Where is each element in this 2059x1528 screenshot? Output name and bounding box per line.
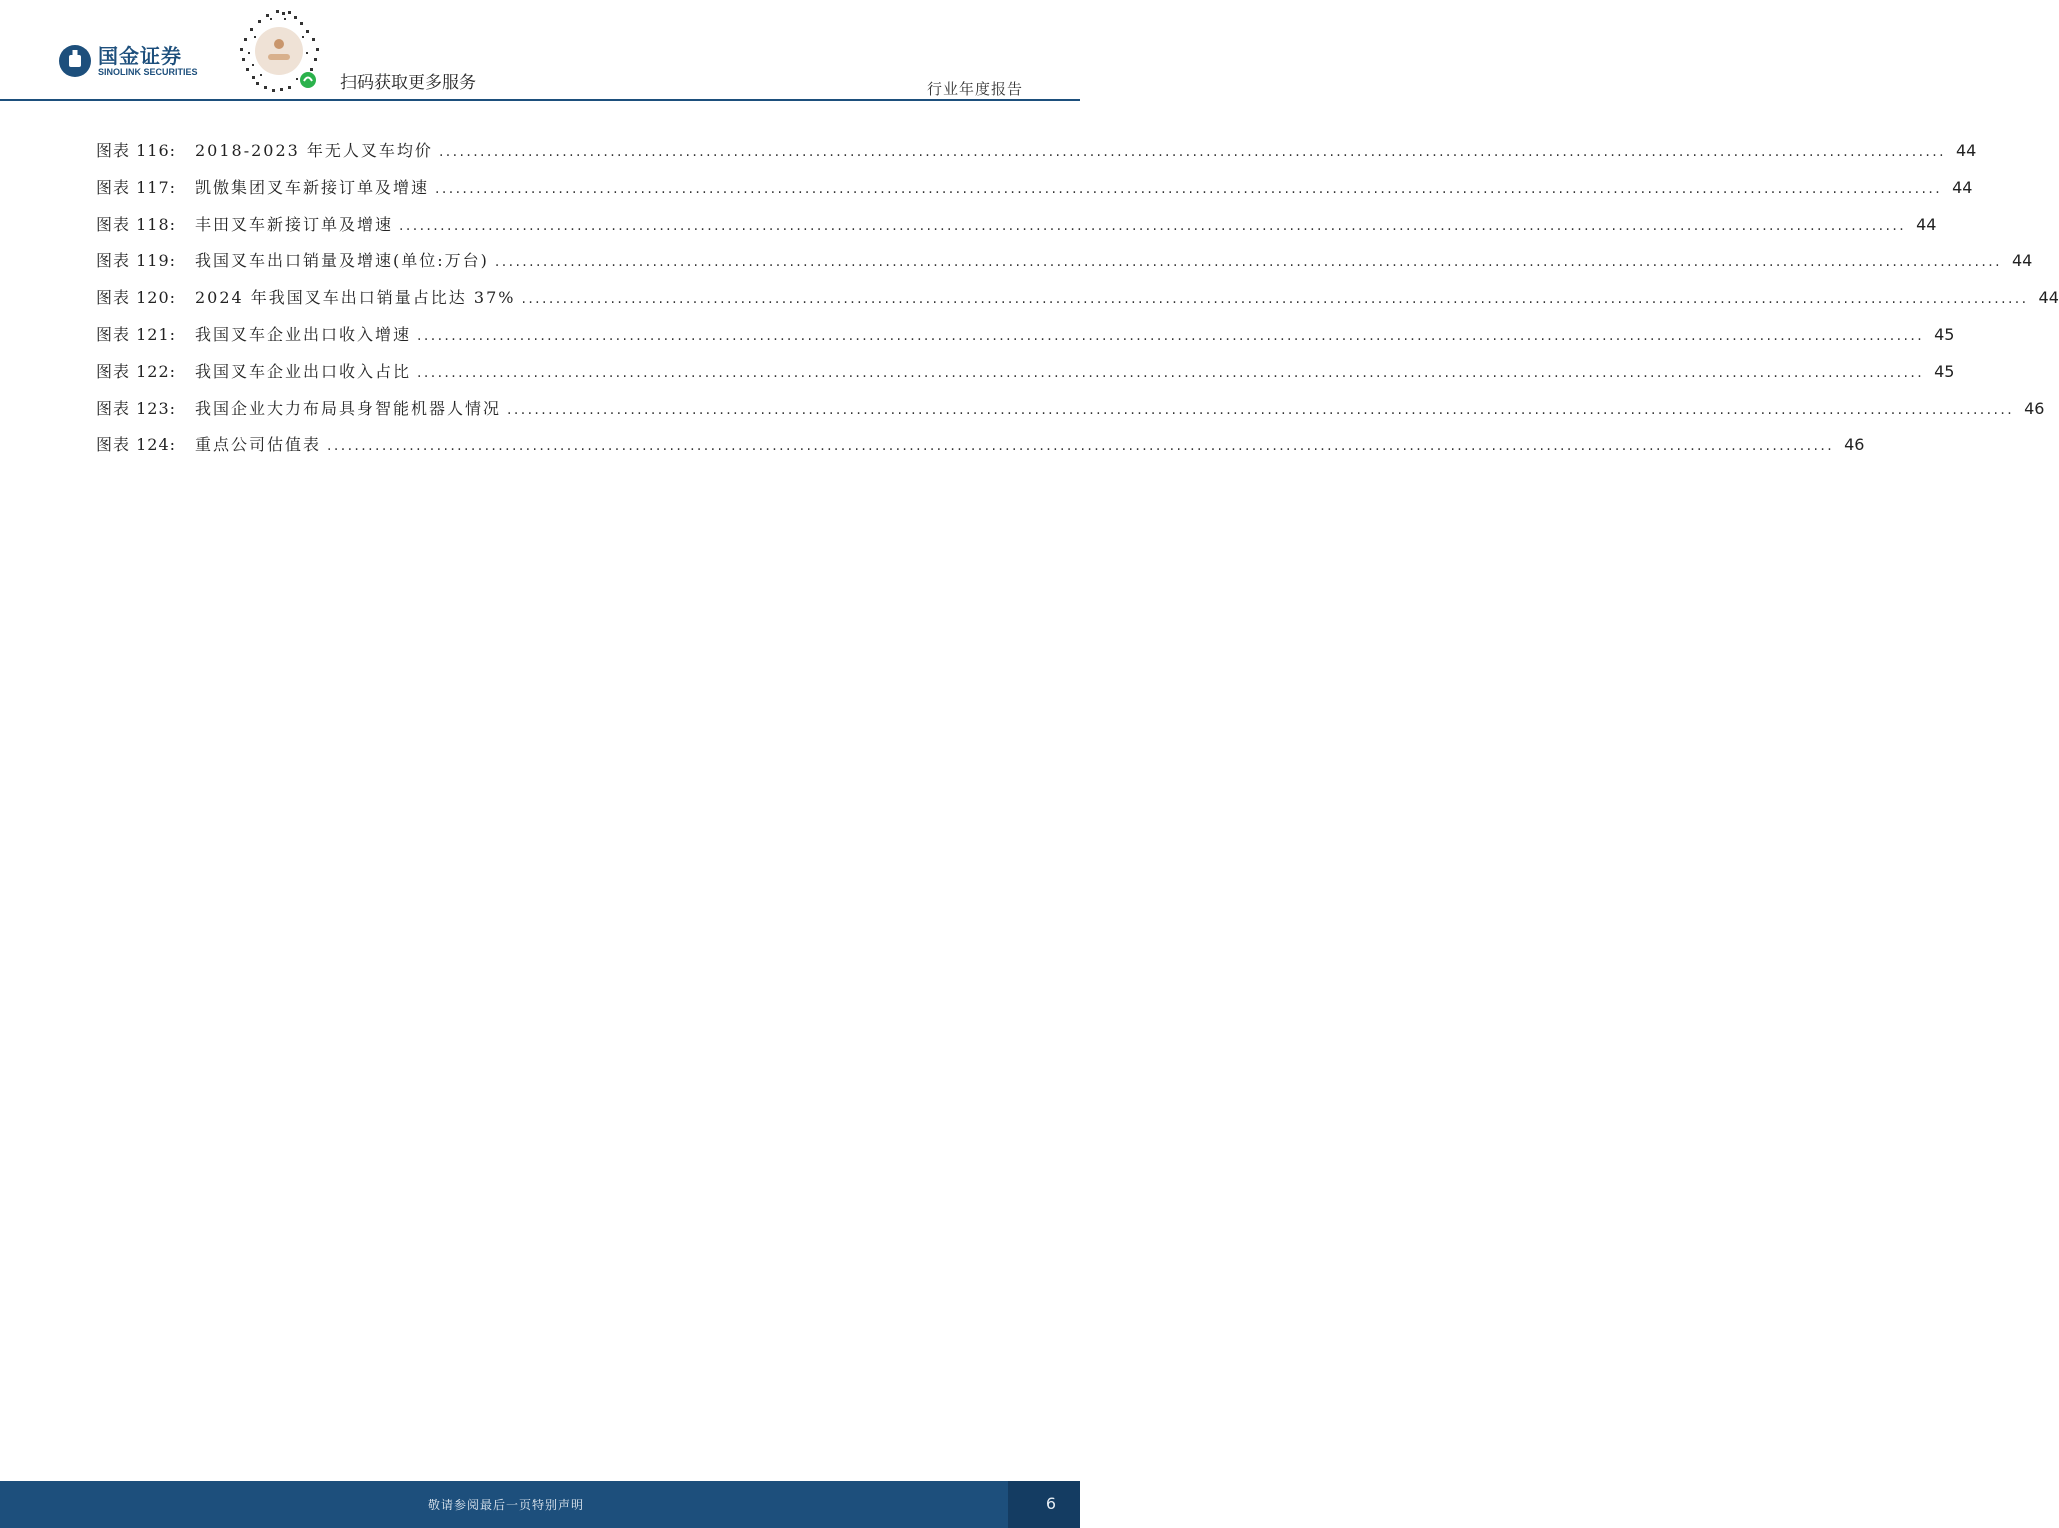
- toc-entry-page: 44: [2038, 288, 2059, 308]
- table-of-figures: [96, 138, 2059, 469]
- brand-name-cn: 国金证券: [98, 43, 182, 68]
- toc-leader-dots: ............................................................................................................................................................................................................................: [438, 144, 1946, 160]
- toc-entry-page: 45: [1934, 361, 1955, 381]
- toc-leader-dots: ............................................................................................................................................................................................................................: [417, 327, 1925, 344]
- header-divider: [0, 99, 1080, 101]
- toc-entry-label: 图表 124:: [96, 435, 177, 455]
- toc-entry-page: 46: [1844, 435, 1865, 455]
- toc-leader-dots: ............................................................................................................................................................................................................................: [399, 217, 1907, 234]
- page-footer: [0, 1481, 1080, 1528]
- brand-name-en: SINOLINK SECURITIES: [98, 66, 198, 77]
- toc-entry-label: 图表 123:: [96, 398, 177, 418]
- toc-entry[interactable]: [96, 138, 1977, 175]
- toc-entry-title: 重点公司估值表: [195, 435, 322, 455]
- toc-leader-dots: ............................................................................................................................................................................................................................: [507, 401, 2015, 418]
- toc-entry-title: 我国企业大力布局具身智能机器人情况: [195, 398, 502, 418]
- toc-entry-title: 我国叉车出口销量及增速(单位:万台): [195, 251, 489, 271]
- toc-entry-page: 44: [1952, 177, 1973, 197]
- toc-entry-page: 45: [1934, 324, 1955, 344]
- toc-entry-page: 46: [2024, 398, 2045, 418]
- toc-entry-label: 图表 121:: [96, 324, 177, 344]
- toc-entry-title: 我国叉车企业出口收入增速: [195, 324, 412, 344]
- toc-entry[interactable]: [96, 212, 1937, 249]
- toc-entry-label: 图表 118:: [96, 214, 177, 234]
- scan-for-services-text: 扫码获取更多服务: [340, 73, 476, 93]
- footer-page-box: [1008, 1481, 1080, 1528]
- sinolink-logo-icon: [58, 44, 92, 78]
- qr-code-icon: [236, 8, 322, 94]
- toc-leader-dots: ............................................................................................................................................................................................................................: [435, 180, 1943, 197]
- toc-entry-title: 2018-2023 年无人叉车均价: [195, 141, 433, 160]
- toc-entry-title: 凯傲集团叉车新接订单及增速: [195, 177, 430, 197]
- toc-entry[interactable]: [96, 322, 1955, 359]
- toc-leader-dots: ............................................................................................................................................................................................................................: [521, 291, 2029, 308]
- toc-entry-page: 44: [2011, 251, 2033, 271]
- toc-entry[interactable]: [96, 248, 2033, 285]
- toc-entry[interactable]: [96, 175, 1973, 212]
- toc-entry-title: 2024 年我国叉车出口销量占比达 37%: [195, 288, 516, 308]
- toc-entry[interactable]: [96, 432, 1865, 469]
- toc-leader-dots: ............................................................................................................................................................................................................................: [417, 364, 1925, 381]
- toc-entry-page: 44: [1916, 214, 1937, 234]
- report-type-label: 行业年度报告: [926, 80, 1023, 98]
- toc-leader-dots: ............................................................................................................................................................................................................................: [494, 254, 2002, 271]
- toc-entry-label: 图表 117:: [96, 177, 177, 197]
- toc-entry-page: 44: [1955, 141, 1977, 160]
- toc-entry[interactable]: [96, 285, 2059, 322]
- toc-entry-label: 图表 120:: [96, 288, 177, 308]
- page-header: [0, 0, 1080, 100]
- toc-entry-title: 丰田叉车新接订单及增速: [195, 214, 394, 234]
- toc-entry[interactable]: [96, 396, 2045, 433]
- toc-entry[interactable]: [96, 359, 1955, 396]
- toc-entry-label: 图表 122:: [96, 361, 177, 381]
- footer-disclaimer: 敬请参阅最后一页特别声明: [427, 1498, 584, 1512]
- page-number: 6: [1045, 1494, 1056, 1513]
- company-logo: [58, 44, 198, 78]
- toc-entry-label: 图表 119:: [96, 251, 177, 271]
- toc-entry-label: 图表 116:: [96, 141, 177, 160]
- toc-entry-title: 我国叉车企业出口收入占比: [195, 361, 412, 381]
- toc-leader-dots: ............................................................................................................................................................................................................................: [327, 438, 1835, 455]
